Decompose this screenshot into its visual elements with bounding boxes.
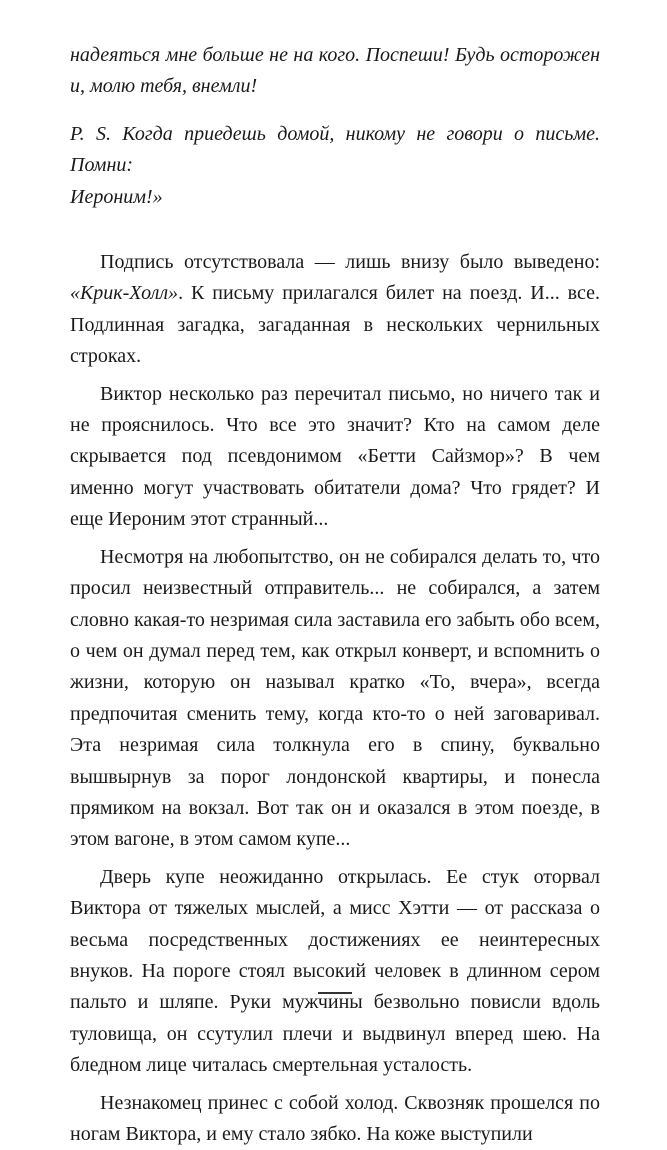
page-number-fragment bbox=[318, 992, 352, 1000]
body-text bbox=[70, 247, 600, 1150]
paragraph: Незнакомец принес с собой холод. Сквозняк прошелся по ногам Виктора, и ему стало зябко. На коже выступили bbox=[70, 1091, 600, 1145]
letter-excerpt bbox=[70, 40, 600, 103]
paragraph: Виктор несколько раз перечитал письмо, но ничего так и не прояснилось. Что все это значит? Кто на самом деле скрывается под псевдонимом «Бетти Сайзмор»? В чем именно могут участвовать обитатели дома? Что грядет? И еще Иероним этот странный... bbox=[70, 382, 600, 531]
italic-place-name: «Крик-Холл» bbox=[70, 282, 179, 305]
letter-line: и, молю тебя, внемли! bbox=[70, 75, 258, 98]
paragraph-text: Подпись отсутствовала — лишь внизу было выведено: bbox=[100, 251, 600, 274]
letter-postscript bbox=[70, 119, 600, 213]
paragraph: Несмотря на любопытство, он не собирался делать то, что просил неизвестный отправитель... не собирался, а затем словно какая-то незримая сила заставила его забыть обо всем, о чем он думал перед тем, как открыл конверт, и вспомнить о жизни, которую он называл кратко «То, вчера», всегда предпочитая сменить тему, когда кто-то о ней заговаривал. Эта незримая сила толкнула его в спину, буквально вышвырнув за порог лондонской квартиры, и понесла прямиком на вокзал. Вот так он и оказался в этом поезде, в этом вагоне, в этом самом купе... bbox=[70, 545, 600, 851]
book-page bbox=[70, 40, 600, 1150]
paragraph: Дверь купе неожиданно открылась. Ее стук оторвал Виктора от тяжелых мыслей, а мисс Хэтти — от рассказа о весьма посредственных достижениях ее неинтересных внуков. На пороге стоял высокий человек в длинном сером пальто и шляпе. Руки мужчины безвольно повисли вдоль туловища, он ссутулил плечи и выдвинул вперед шею. На бледном лице читалась смертельная усталость. bbox=[70, 865, 600, 1077]
postscript-line: Иероним!» bbox=[70, 185, 163, 208]
letter-line: надеяться мне больше не на кого. Поспеши! Будь осторожен bbox=[70, 44, 600, 66]
paragraph-text: . К письму прилагался билет на поезд. И... все. Подлинная загадка, загаданная в нескольких чернильных строках. bbox=[70, 282, 600, 368]
postscript-line: P. S. Когда приедешь домой, никому не говори о письме. Помни: bbox=[70, 122, 600, 177]
paragraph bbox=[70, 247, 600, 373]
